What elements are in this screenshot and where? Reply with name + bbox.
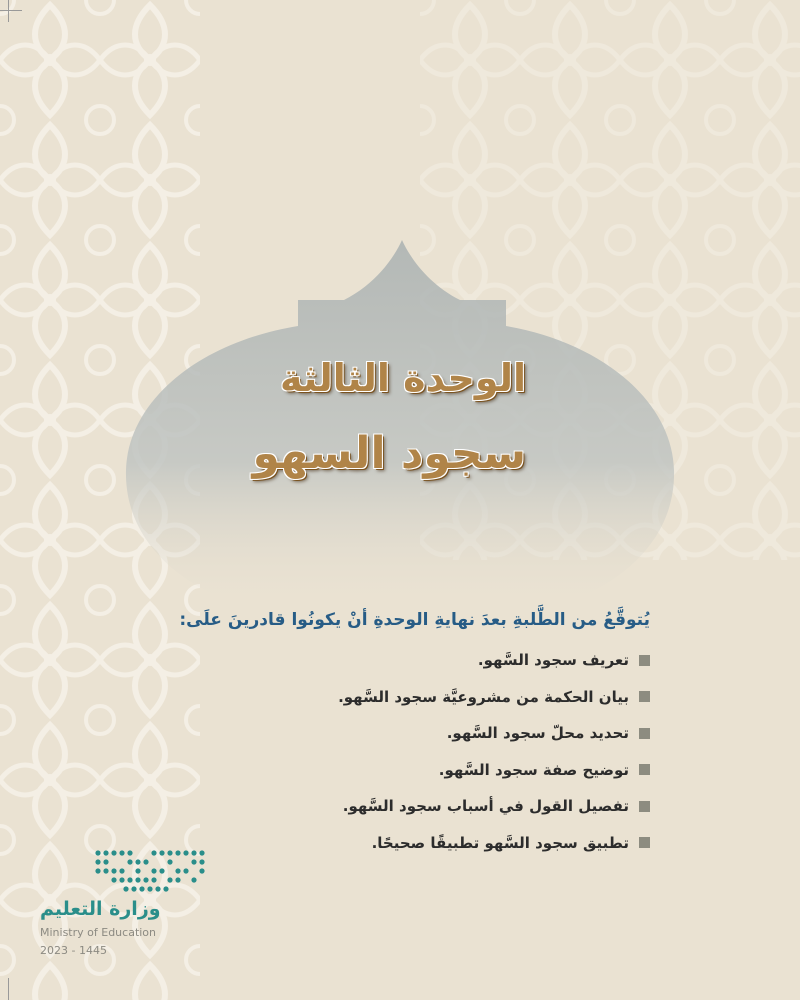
square-bullet-icon <box>639 691 650 702</box>
crop-mark <box>0 10 22 11</box>
objective-text: تعريف سجود السَّهو. <box>477 651 629 670</box>
objective-item <box>90 788 650 825</box>
unit-number-title: الوحدة الثالثة <box>279 356 526 400</box>
unit-topic-title: سجود السهو <box>252 428 526 479</box>
objective-text: تطبيق سجود السَّهو تطبيقًا صحيحًا. <box>371 833 629 852</box>
crop-mark <box>8 0 9 22</box>
square-bullet-icon <box>639 801 650 812</box>
crop-mark <box>8 978 9 1000</box>
objectives-list <box>90 642 650 861</box>
objective-item <box>90 679 650 716</box>
edition-year: 2023 - 1445 <box>40 944 107 957</box>
objective-item <box>90 642 650 679</box>
learning-objectives <box>90 610 650 861</box>
square-bullet-icon <box>639 764 650 775</box>
square-bullet-icon <box>639 728 650 739</box>
objective-item <box>90 752 650 789</box>
objective-text: بيان الحكمة من مشروعيَّة سجود السَّهو. <box>338 687 629 706</box>
objective-text: توضيح صفة سجود السَّهو. <box>438 760 629 779</box>
square-bullet-icon <box>639 655 650 666</box>
objective-item <box>90 715 650 752</box>
square-bullet-icon <box>639 837 650 848</box>
objective-text: تفصيل القول في أسباب سجود السَّهو. <box>342 797 629 816</box>
objectives-intro: يُتوقَّعُ من الطَّلبةِ بعدَ نهايةِ الوحدةِ أنْ يكونُوا قادرينَ علَى: <box>179 610 650 630</box>
ministry-name-arabic: وزارة التعليم <box>40 898 161 920</box>
ministry-name-english: Ministry of Education <box>40 926 157 939</box>
objective-text: تحديد محلّ سجود السَّهو. <box>446 724 629 743</box>
